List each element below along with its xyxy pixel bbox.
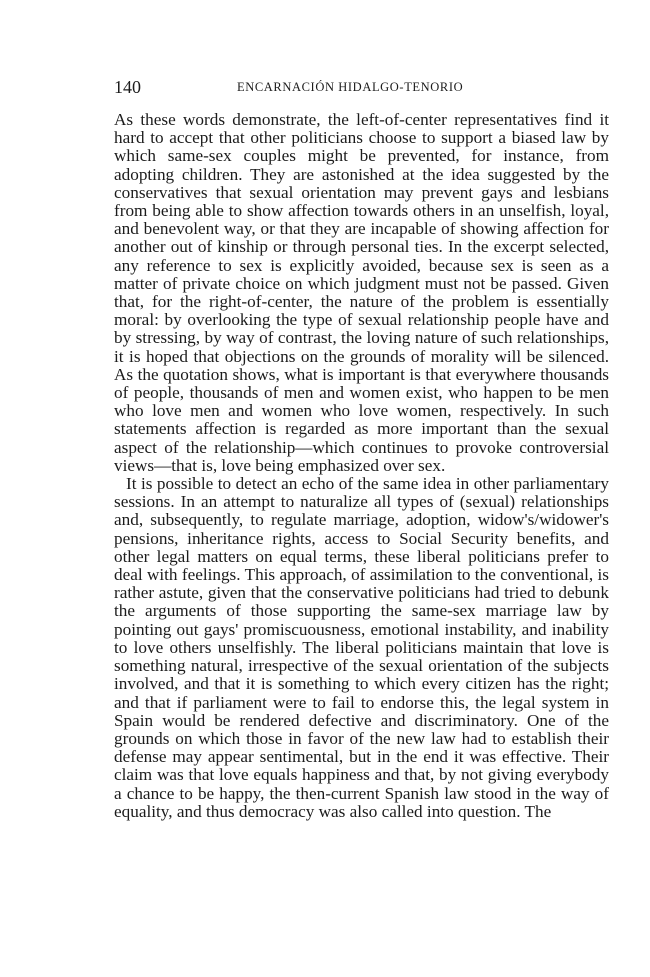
page-number: 140 xyxy=(114,77,141,97)
running-head xyxy=(114,75,609,99)
paragraph: It is possible to detect an echo of the same idea in other parliamentary sessions. In an attempt to naturalize all types of (sexual) relationships and, subsequently, to regulate marriage, adoption, widow's/widower's pensions, inheritance rights, access to Social Security benefits, and other legal matters on equal terms, these liberal politicians prefer to deal with feelings. This approach, of assimilation to the conventional, is rather astute, given that the conservative politicians had tried to debunk the arguments of those supporting the same-sex marriage law by pointing out gays' promiscuousness, emotional instability, and inability to love others unselfishly. The liberal politicians maintain that love is something natural, irrespective of the sexual orientation of the subjects involved, and that it is something to which every citizen has the right; and that if parliament were to fail to endorse this, the legal system in Spain would be rendered defective and discriminatory. One of the grounds on which those in favor of the new law had to establish their defense may appear sentimental, but in the end it was effective. Their claim was that love equals happiness and that, by not giving everybody a chance to be happy, the then-current Spanish law stood in the way of equality, and thus democracy was also called into question. The xyxy=(114,474,609,821)
paragraph: As these words demonstrate, the left-of-center representatives find it hard to accept that other politicians choose to support a biased law by which same-sex couples might be prevented, for instance, from adopting children. They are astonished at the idea suggested by the conservatives that sexual orientation may prevent gays and lesbians from being able to show affection towards others in an unselfish, loyal, and benevolent way, or that they are incapable of showing affection for another out of kinship or through personal ties. In the excerpt selected, any reference to sex is explicitly avoided, because sex is seen as a matter of private choice on which judgment must not be passed. Given that, for the right-of-center, the nature of the problem is essentially moral: by overlooking the type of sexual relationship people have and by stressing, by way of contrast, the loving nature of such relationships, it is hoped that objections on the grounds of morality will be silenced. As the quotation shows, what is important is that everywhere thousands of people, thousands of men and women exist, who happen to be men who love men and women who love women, respectively. In such statements affection is regarded as more important than the sexual aspect of the relationship—which continues to provoke controversial views—that is, love being emphasized over sex. xyxy=(114,110,609,475)
body-text xyxy=(114,111,609,821)
running-title: ENCARNACIÓN HIDALGO-TENORIO xyxy=(237,80,464,94)
book-page xyxy=(114,75,609,821)
